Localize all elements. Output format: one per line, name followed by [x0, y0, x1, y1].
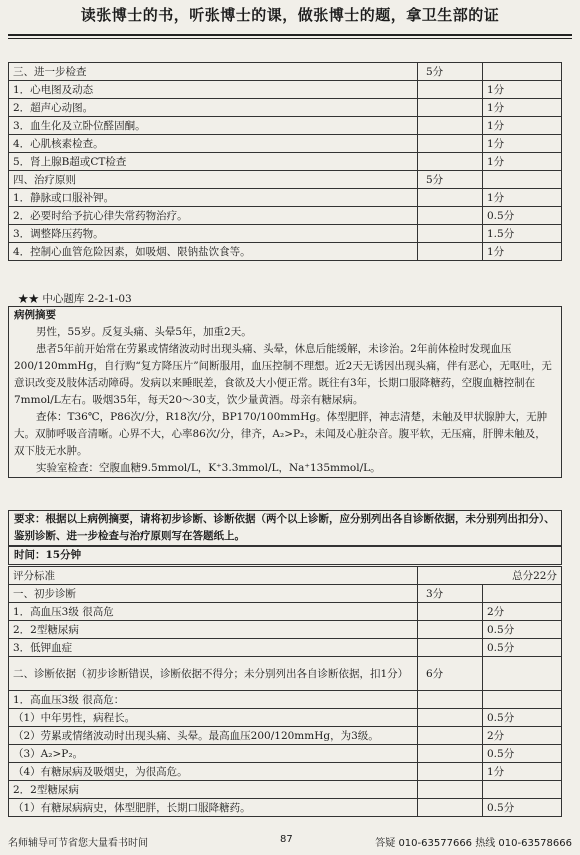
item-score-cell	[483, 781, 562, 799]
item-score-cell: 0.5分	[483, 799, 562, 817]
item-cell: （3）A₂>P₂。	[9, 745, 418, 763]
table-row	[9, 567, 562, 585]
item-cell: 二、诊断依据（初步诊断错误，诊断依据不得分；未分别列出各自诊断依据，扣1分）	[9, 657, 418, 691]
table-row	[9, 63, 562, 81]
table-row	[9, 745, 562, 763]
section-score-cell	[418, 799, 483, 817]
item-score-cell: 0.5分	[483, 639, 562, 657]
case-paragraph-1: 男性，55岁。反复头痛、头晕5年，加重2天。	[36, 326, 252, 338]
item-cell: 5．肾上腺B超或CT检查	[9, 153, 418, 171]
item-cell: 2．2型糖尿病	[9, 621, 418, 639]
item-score-cell: 1分	[483, 243, 562, 261]
section-score-cell	[418, 603, 483, 621]
item-cell: 1．心电图及动态	[9, 81, 418, 99]
section-score-cell	[418, 621, 483, 639]
item-score-cell	[483, 657, 562, 691]
item-score-cell: 0.5分	[483, 207, 562, 225]
table-row	[9, 657, 562, 691]
page-header: 读张博士的书，听张博士的课，做张博士的题，拿卫生部的证	[80, 6, 500, 24]
item-score-cell: 1.5分	[483, 225, 562, 243]
item-cell: 2．超声心动图。	[9, 99, 418, 117]
item-score-cell	[483, 585, 562, 603]
section-score-cell	[418, 99, 483, 117]
time-text: 时间：15分钟	[14, 549, 82, 561]
section-score-cell	[418, 81, 483, 99]
section-score-cell	[418, 763, 483, 781]
section-score-cell: 5分	[418, 171, 483, 189]
page-number: 87	[280, 834, 293, 845]
section-score-cell	[418, 153, 483, 171]
item-score-cell	[483, 691, 562, 709]
item-cell: 3．调整降压药物。	[9, 225, 418, 243]
table-row	[9, 243, 562, 261]
section-score-cell	[418, 709, 483, 727]
item-cell: （1）中年男性，病程长。	[9, 709, 418, 727]
item-score-cell: 1分	[483, 153, 562, 171]
item-cell: 2．必要时给予抗心律失常药物治疗。	[9, 207, 418, 225]
item-cell: 2．2型糖尿病	[9, 781, 418, 799]
table-row	[9, 153, 562, 171]
section-score-cell: 3分	[418, 585, 483, 603]
table-row	[9, 585, 562, 603]
item-score-cell	[483, 171, 562, 189]
item-score-cell: 1分	[483, 81, 562, 99]
footer-contact: 答疑 010-63577666 热线 010-63578666	[375, 838, 572, 849]
table-row	[9, 691, 562, 709]
header-rule-thin	[8, 38, 572, 39]
item-score-cell: 1分	[483, 763, 562, 781]
header-rule	[8, 34, 572, 36]
item-score-cell: 2分	[483, 727, 562, 745]
section-score-cell	[418, 745, 483, 763]
section-score-cell	[418, 639, 483, 657]
total-score-cell: 总分22分	[418, 567, 562, 585]
case-summary-box	[8, 306, 562, 478]
item-cell: （1）有糖尿病病史，体型肥胖，长期口服降糖药。	[9, 799, 418, 817]
item-cell: 3．血生化及立卧位醛固酮。	[9, 117, 418, 135]
case-paragraph-2: 患者5年前开始常在劳累或情绪波动时出现头痛、头晕，休息后能缓解，未诊治。2年前体检时发现血压200/120mmHg，自行购“复方降压片”间断服用，血压控制不理想。近2天无诱因出现头痛，伴有恶心，无呕吐，无意识改变及肢体活动障碍。发病以来睡眠差，食欲及大小便正常。既往有3年，长期口服降糖药，空腹血糖控制在7mmol/L左右。吸烟35年，每天20～30支，饮少量黄酒。母亲有糖尿病。	[14, 343, 552, 406]
item-score-cell: 1分	[483, 99, 562, 117]
requirement-text: 要求：根据以上病例摘要，请将初步诊断、诊断依据（两个以上诊断，应分别列出各自诊断依据，未分别列出扣分）、鉴别诊断、进一步检查与治疗原则写在答题纸上。	[14, 513, 555, 542]
table-row	[9, 763, 562, 781]
time-box	[8, 546, 562, 565]
scoring-table-bottom	[8, 566, 562, 817]
table-row	[9, 99, 562, 117]
section-score-cell	[418, 207, 483, 225]
item-score-cell: 1分	[483, 117, 562, 135]
item-score-cell	[483, 63, 562, 81]
footer-slogan: 名师辅导可节省您大量看书时间	[8, 838, 148, 849]
item-cell: 1．高血压3级 很高危	[9, 603, 418, 621]
item-cell: （2）劳累或情绪波动时出现头痛、头晕。最高血压200/120mmHg，为3级。	[9, 727, 418, 745]
item-score-cell: 2分	[483, 603, 562, 621]
section-score-cell	[418, 225, 483, 243]
case-title: 病例摘要	[14, 309, 56, 321]
requirement-box	[8, 510, 562, 546]
section-score-cell	[418, 135, 483, 153]
table-row	[9, 135, 562, 153]
item-cell: 评分标准	[9, 567, 418, 585]
item-cell: （4）有糖尿病及吸烟史，为很高危。	[9, 763, 418, 781]
table-row	[9, 603, 562, 621]
item-cell: 四、治疗原则	[9, 171, 418, 189]
item-score-cell: 1分	[483, 135, 562, 153]
item-cell: 3．低钾血症	[9, 639, 418, 657]
section-score-cell	[418, 691, 483, 709]
item-score-cell: 0.5分	[483, 621, 562, 639]
section-score-cell	[418, 243, 483, 261]
section-score-cell	[418, 781, 483, 799]
case-paragraph-3: 查体：T36℃，P86次/分，R18次/分，BP170/100mmHg。体型肥胖，神志清楚，未触及甲状腺肿大，无肿大。双肺呼吸音清晰。心界不大，心率86次/分，律齐，A₂>P₂，未闻及心脏杂音。腹平软，无压痛，肝脾未触及，双下肢无水肿。	[14, 411, 548, 457]
table-row	[9, 709, 562, 727]
table-row	[9, 207, 562, 225]
item-score-cell: 0.5分	[483, 709, 562, 727]
table-row	[9, 621, 562, 639]
item-cell: 4．心肌核素检查。	[9, 135, 418, 153]
section-score-cell	[418, 117, 483, 135]
section-score-cell: 5分	[418, 63, 483, 81]
table-row	[9, 799, 562, 817]
table-row	[9, 81, 562, 99]
item-cell: 1．高血压3级 很高危：	[9, 691, 418, 709]
table-row	[9, 189, 562, 207]
table-row	[9, 117, 562, 135]
table-row	[9, 225, 562, 243]
scoring-table-top	[8, 62, 562, 261]
table-row	[9, 639, 562, 657]
section-score-cell	[418, 189, 483, 207]
item-cell: 三、进一步检查	[9, 63, 418, 81]
table-row	[9, 171, 562, 189]
table-row	[9, 727, 562, 745]
question-reference: ★★ 中心题库 2-2-1-03	[18, 293, 132, 305]
item-score-cell: 0.5分	[483, 745, 562, 763]
item-cell: 4．控制心血管危险因素，如吸烟、限钠盐饮食等。	[9, 243, 418, 261]
case-paragraph-4: 实验室检查：空腹血糖9.5mmol/L，K⁺3.3mmol/L，Na⁺135mmol/L。	[36, 462, 381, 474]
section-score-cell: 6分	[418, 657, 483, 691]
item-cell: 1．静脉或口服补钾。	[9, 189, 418, 207]
item-cell: 一、初步诊断	[9, 585, 418, 603]
table-row	[9, 781, 562, 799]
section-score-cell	[418, 727, 483, 745]
item-score-cell: 1分	[483, 189, 562, 207]
